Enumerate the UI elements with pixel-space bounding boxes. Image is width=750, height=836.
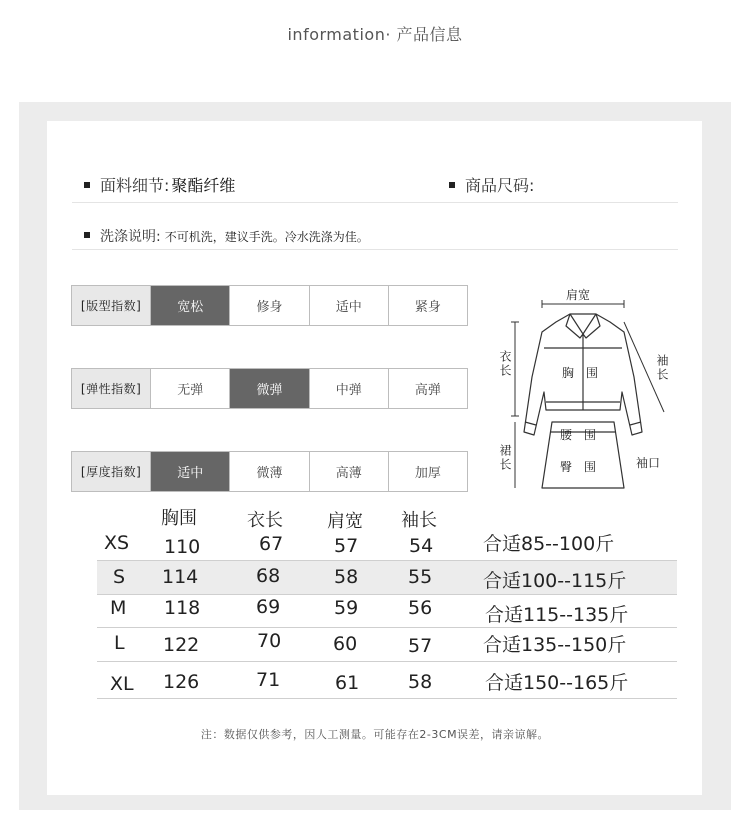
shoulder-cell: 61 (335, 672, 360, 694)
fabric-label: 面料细节: (100, 176, 170, 195)
chest-cell: 122 (163, 634, 200, 656)
page-title: information· 产品信息 (277, 22, 473, 48)
length-cell: 68 (256, 565, 281, 587)
size-label: 商品尺码: (465, 176, 535, 195)
length-cell: 69 (256, 596, 281, 618)
fabric-value: 聚酯纤维 (171, 176, 236, 195)
length-label: 衣长 (498, 350, 512, 378)
table-row (97, 527, 677, 560)
shoulder-cell: 59 (334, 597, 359, 619)
header-shoulder: 肩宽 (327, 511, 363, 532)
shoulder-cell: 57 (334, 535, 359, 557)
row-divider (97, 661, 677, 662)
table-row (97, 664, 677, 697)
bullet-icon (84, 232, 90, 238)
header-chest: 胸围 (161, 508, 197, 529)
divider (72, 202, 678, 203)
shoulder-label: 肩宽 (566, 288, 591, 302)
fabric-detail (84, 173, 235, 196)
size-cell: S (113, 566, 126, 588)
size-cell: XL (110, 673, 134, 695)
thickness-option: 高薄 (309, 452, 388, 491)
sleeve-cell: 56 (408, 597, 433, 619)
thickness-option: 加厚 (388, 452, 467, 491)
fit-option: 紧身 (388, 286, 467, 325)
elasticity-option: 中弹 (309, 369, 388, 408)
size-cell: L (114, 632, 125, 654)
fit-cell: 合适135--150斤 (483, 634, 627, 656)
elasticity-index-table (71, 368, 468, 409)
elasticity-option: 高弹 (388, 369, 467, 408)
bullet-icon (84, 182, 90, 188)
chest-cell: 114 (162, 566, 199, 588)
thickness-option: 微薄 (229, 452, 308, 491)
fit-cell: 合适85--100斤 (483, 533, 615, 555)
size-cell: XS (104, 532, 130, 554)
sleeve-label: 袖长 (655, 354, 669, 382)
row-divider (97, 698, 677, 699)
chest-cell: 110 (164, 536, 201, 558)
skirt-length-label: 裙长 (498, 444, 512, 472)
sleeve-cell: 58 (408, 671, 433, 693)
wash-label: 洗涤说明: (100, 229, 161, 245)
chest-cell: 126 (163, 671, 200, 693)
divider (72, 249, 678, 250)
shoulder-cell: 60 (333, 633, 358, 655)
sleeve-cell: 54 (409, 535, 434, 557)
chest-label: 胸 围 (562, 366, 599, 380)
length-cell: 67 (259, 533, 284, 555)
sleeve-cell: 57 (408, 635, 433, 657)
wash-instructions (84, 226, 369, 246)
fit-option: 适中 (309, 286, 388, 325)
header-length: 衣长 (247, 510, 283, 531)
thickness-option: 适中 (150, 452, 229, 491)
size-cell: M (110, 597, 127, 619)
sleeve-cell: 55 (408, 566, 433, 588)
fit-option: 修身 (229, 286, 308, 325)
thickness-index-label: [厚度指数] (72, 452, 150, 491)
cuff-label: 袖口 (636, 456, 661, 470)
fit-index-label: [版型指数] (72, 286, 150, 325)
hip-label: 臀 围 (560, 460, 597, 474)
elasticity-index-label: [弹性指数] (72, 369, 150, 408)
fit-cell: 合适115--135斤 (485, 604, 629, 626)
elasticity-option: 无弹 (150, 369, 229, 408)
table-row (97, 628, 677, 661)
table-row (97, 594, 677, 627)
size-info (449, 173, 534, 196)
footnote: 注：数据仅供参考，因人工测量。可能存在2-3CM误差，请亲谅解。 (200, 728, 550, 741)
fit-option: 宽松 (150, 286, 229, 325)
table-row (97, 561, 677, 594)
length-cell: 71 (256, 669, 281, 691)
shoulder-cell: 58 (334, 566, 359, 588)
elasticity-option: 微弹 (229, 369, 308, 408)
length-cell: 70 (257, 630, 282, 652)
thickness-index-table (71, 451, 468, 492)
wash-value: 不可机洗，建议手洗。冷水洗涤为佳。 (164, 230, 369, 244)
fit-cell: 合适100--115斤 (483, 570, 627, 592)
measurement-diagram (494, 282, 674, 492)
chest-cell: 118 (164, 597, 201, 619)
header-sleeve: 袖长 (401, 510, 437, 531)
bullet-icon (449, 182, 455, 188)
waist-label: 腰 围 (560, 428, 597, 442)
fit-index-table (71, 285, 468, 326)
fit-cell: 合适150--165斤 (485, 672, 629, 694)
